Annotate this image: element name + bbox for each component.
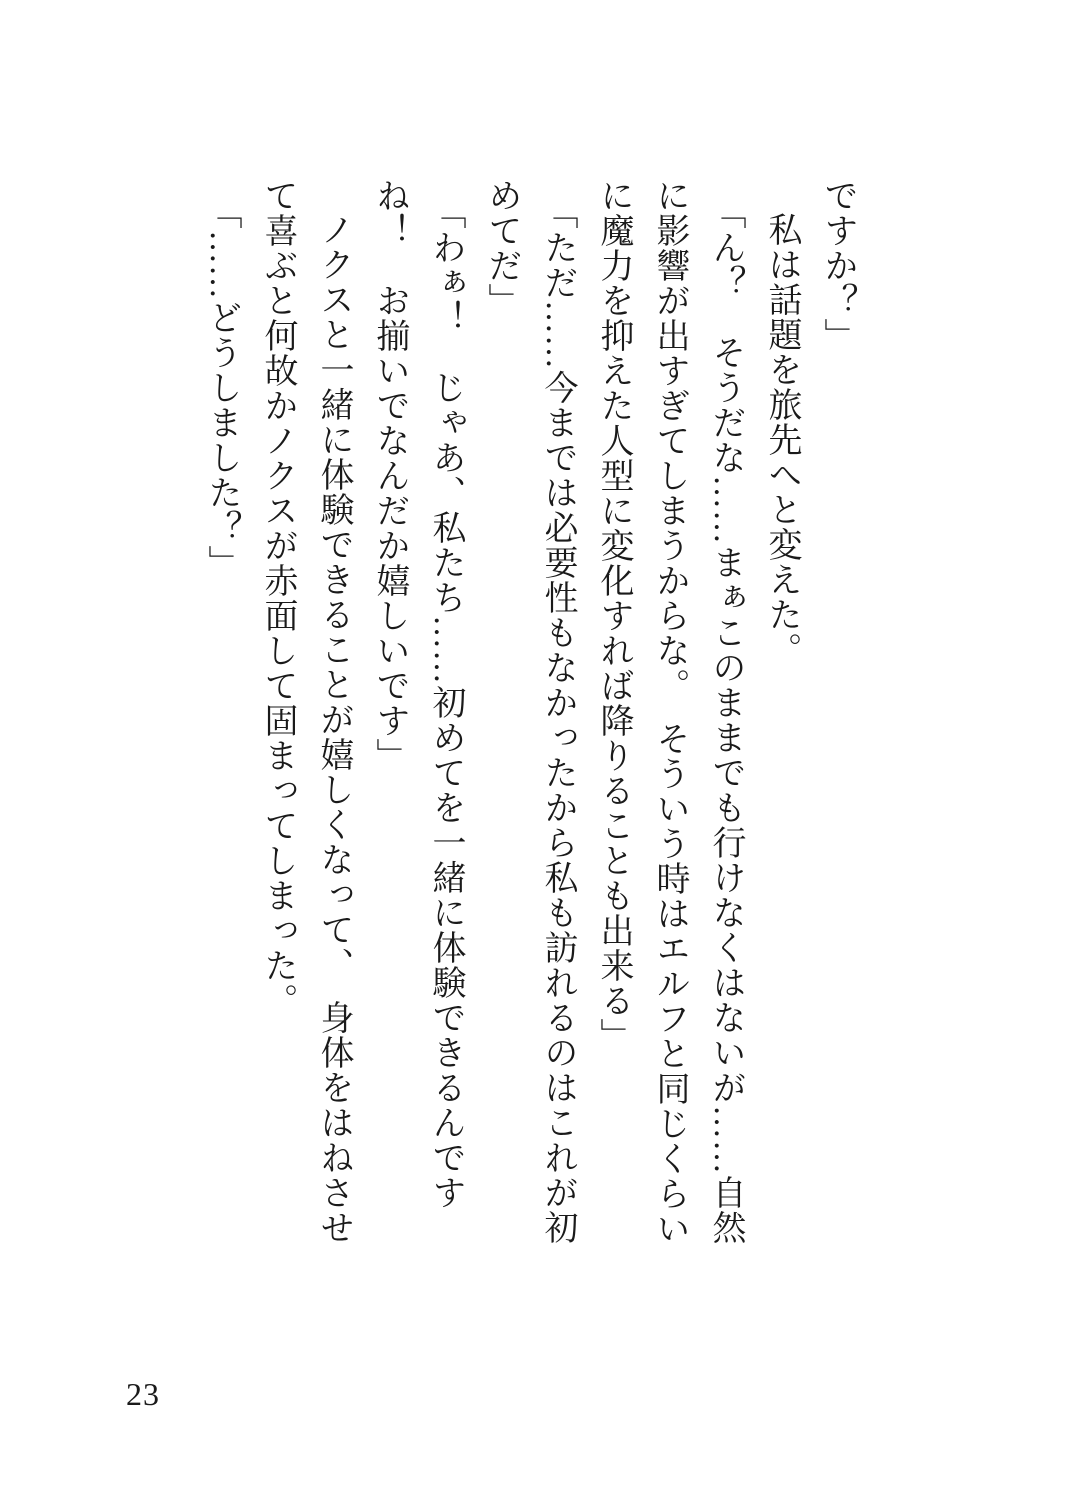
text-line: て喜ぶと何故かノクスが赤面して固まってしまった。 <box>259 178 296 1018</box>
text-line: ノクスと一緒に体験できることが嬉しくなって、 身体をはねさせ <box>315 212 352 1245</box>
text-line: に魔力を抑えた人型に変化すれば降りることも出来る」 <box>595 178 632 1053</box>
text-line: 「ただ……今までは必要性もなかったから私も訪れるのはこれが初 <box>539 195 576 1245</box>
page-number: 23 <box>126 1376 160 1412</box>
text-block <box>193 178 865 1303</box>
text-line: 私は話題を旅先へと変えた。 <box>763 212 800 667</box>
text-line: めてだ」 <box>483 178 520 318</box>
text-line: に影響が出すぎてしまうからな。 そういう時はエルフと同じくらい <box>651 178 688 1246</box>
text-line: ですか？」 <box>819 178 856 353</box>
text-line: 「わぁ！ じゃあ、私たち……初めてを一緒に体験できるんです <box>427 195 464 1210</box>
text-line: ね！ お揃いでなんだか嬉しいです」 <box>371 178 408 773</box>
text-line: 「……どうしました？」 <box>203 195 240 580</box>
text-line: 「ん？ そうだな……まぁこのままでも行けなくはないが……自然 <box>707 195 744 1245</box>
